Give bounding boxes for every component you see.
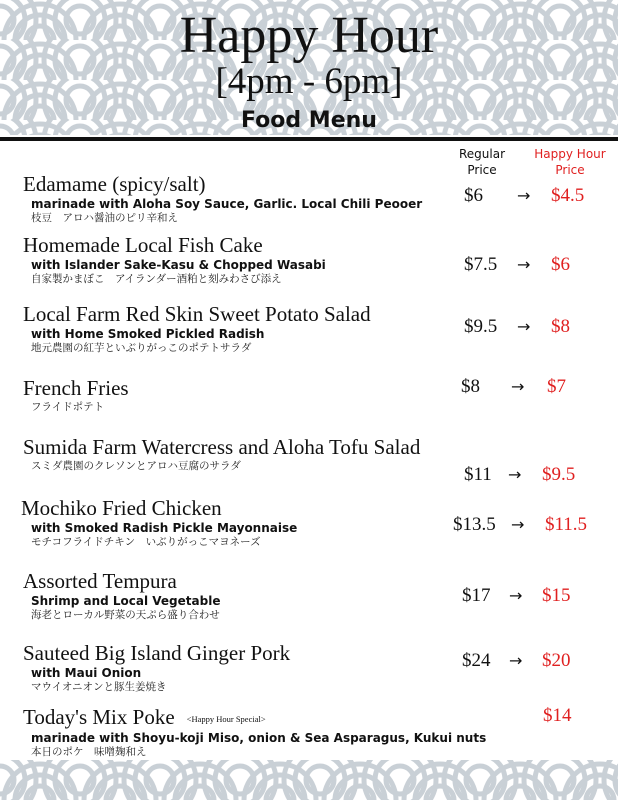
item-japanese: 本日のポケ 味噌麹和え bbox=[31, 746, 147, 758]
happy-hour-price: $7 bbox=[547, 376, 566, 397]
regular-price: $9.5 bbox=[464, 316, 498, 337]
regular-price-header: Regular Price bbox=[458, 147, 506, 177]
header-divider bbox=[0, 137, 618, 141]
arrow-icon: → bbox=[517, 186, 531, 205]
item-japanese: 自家製かまぼこ アイランダー酒粕と刻みわさび添え bbox=[31, 273, 282, 285]
happy-hour-price: $9.5 bbox=[542, 464, 576, 485]
item-description: marinade with Aloha Soy Sauce, Garlic. Local Chili Peooer bbox=[31, 197, 423, 211]
happy-hour-price: $8 bbox=[551, 316, 570, 337]
happy-hour-times: [4pm - 6pm] bbox=[215, 61, 403, 102]
item-name: Sumida Farm Watercress and Aloha Tofu Salad bbox=[23, 435, 421, 459]
item-name: Homemade Local Fish Cake bbox=[23, 233, 263, 257]
regular-price: $6 bbox=[464, 185, 483, 206]
item-name: Sauteed Big Island Ginger Pork bbox=[23, 641, 291, 665]
regular-price: $17 bbox=[462, 585, 491, 606]
arrow-icon: → bbox=[511, 515, 525, 534]
item-japanese: 地元農園の紅芋といぶりがっこのポテトサラダ bbox=[31, 342, 252, 354]
menu-subtitle: Food Menu bbox=[241, 108, 377, 133]
item-description: with Home Smoked Pickled Radish bbox=[31, 327, 265, 341]
wave-pattern-bottom bbox=[0, 760, 618, 800]
item-name: Assorted Tempura bbox=[23, 569, 177, 593]
item-description: with Smoked Radish Pickle Mayonnaise bbox=[31, 521, 298, 535]
arrow-icon: → bbox=[511, 377, 525, 396]
arrow-icon: → bbox=[509, 651, 523, 670]
arrow-icon: → bbox=[517, 255, 531, 274]
item-japanese: 海老とローカル野菜の天ぷら盛り合わせ bbox=[31, 609, 220, 621]
happy-hour-price: $11.5 bbox=[545, 514, 588, 535]
item-name: Mochiko Fried Chicken bbox=[21, 496, 222, 520]
item-name: Local Farm Red Skin Sweet Potato Salad bbox=[23, 302, 371, 326]
happy-hour-price: $14 bbox=[543, 705, 572, 726]
item-japanese: マウイオニオンと豚生姜焼き bbox=[31, 681, 167, 693]
item-japanese: フライドポテト bbox=[31, 401, 105, 413]
arrow-icon: → bbox=[508, 465, 522, 484]
arrow-icon: → bbox=[509, 586, 523, 605]
regular-price: $13.5 bbox=[453, 514, 496, 535]
item-name: Today's Mix Poke <Happy Hour Special> bbox=[23, 705, 266, 729]
happy-hour-special-tag: <Happy Hour Special> bbox=[186, 714, 266, 725]
item-description: Shrimp and Local Vegetable bbox=[31, 594, 221, 608]
item-japanese: モチコフライドチキン いぶりがっこマヨネーズ bbox=[31, 536, 261, 548]
menu-header bbox=[0, 0, 618, 140]
item-name: French Fries bbox=[23, 376, 129, 400]
arrow-icon: → bbox=[517, 317, 531, 336]
happy-hour-price: $15 bbox=[542, 585, 571, 606]
item-description: with Maui Onion bbox=[31, 666, 142, 680]
item-japanese: スミダ農園のクレソンとアロハ豆腐のサラダ bbox=[31, 460, 241, 472]
happy-hour-price: $4.5 bbox=[551, 185, 585, 206]
happy-hour-price: $6 bbox=[551, 254, 570, 275]
happy-hour-price: $20 bbox=[542, 650, 571, 671]
regular-price: $7.5 bbox=[464, 254, 498, 275]
regular-price: $24 bbox=[462, 650, 491, 671]
regular-price: $8 bbox=[461, 376, 480, 397]
item-japanese: 枝豆 アロハ醤油のピリ辛和え bbox=[31, 212, 178, 224]
item-description: with Islander Sake-Kasu & Chopped Wasabi bbox=[31, 258, 326, 272]
regular-price: $11 bbox=[464, 464, 492, 485]
happy-hour-price-header: Happy Hour Price bbox=[534, 147, 606, 177]
item-description: marinade with Shoyu-koji Miso, onion & Sea Asparagus, Kukui nuts bbox=[31, 731, 487, 745]
item-name: Edamame (spicy/salt) bbox=[23, 172, 206, 196]
page-title: Happy Hour bbox=[179, 7, 439, 64]
